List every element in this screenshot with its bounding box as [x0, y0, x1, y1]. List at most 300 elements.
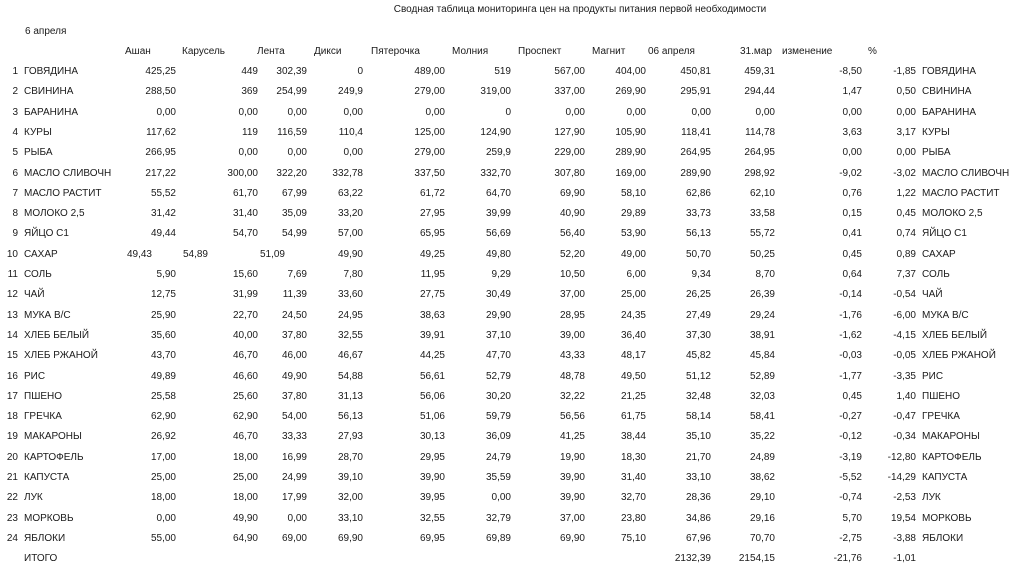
row-number: 24 [6, 532, 18, 544]
price-cell: 39,10 [337, 472, 363, 483]
price-cell: -3,02 [893, 167, 916, 179]
price-cell: 35,59 [485, 472, 511, 483]
price-cell: 55,00 [150, 532, 176, 544]
product-name: ГОВЯДИНА [24, 66, 79, 77]
price-cell: 6,00 [626, 269, 646, 280]
price-cell: 63,22 [337, 187, 363, 199]
price-cell: 48,78 [559, 370, 585, 382]
price-cell: 52,89 [749, 370, 775, 382]
price-cell: 0,00 [842, 147, 862, 159]
price-cell: 32,70 [620, 492, 646, 504]
product-name: СВИНИНА [24, 86, 74, 98]
price-cell: 32,79 [485, 512, 511, 524]
price-cell: 55,72 [749, 228, 775, 240]
price-cell: 54,70 [232, 228, 258, 240]
price-cell: 300,00 [227, 167, 258, 179]
price-cell: -0,54 [893, 289, 916, 301]
price-cell: 31,13 [337, 390, 363, 402]
price-cell: 48,17 [620, 350, 646, 362]
price-cell: -0,12 [839, 431, 862, 443]
price-cell: 519 [494, 66, 511, 77]
price-cell: 24,35 [620, 309, 646, 321]
price-cell: 32,55 [419, 512, 445, 524]
price-cell: 50,70 [685, 248, 711, 260]
row-number: 5 [12, 147, 18, 159]
product-name: МОРКОВЬ [24, 512, 74, 524]
price-cell: 0,15 [842, 208, 862, 220]
price-cell: 35,09 [281, 208, 307, 220]
row-number: 15 [6, 350, 18, 362]
price-cell: -1,85 [893, 66, 916, 77]
product-name: ЧАЙ [24, 289, 45, 301]
product-name: КАРТОФЕЛЬ [24, 451, 84, 463]
product-name-right: ХЛЕБ РЖАНОЙ [922, 350, 996, 362]
price-cell: 58,10 [620, 187, 646, 199]
price-cell: 21,25 [620, 390, 646, 402]
column-header: Проспект [518, 46, 562, 57]
product-name: ХЛЕБ БЕЛЫЙ [24, 329, 90, 341]
price-cell: -1,77 [839, 370, 862, 382]
row-number: 23 [6, 512, 18, 524]
price-cell: 69,90 [559, 187, 585, 199]
price-cell: 229,00 [554, 147, 585, 159]
price-cell: 116,59 [277, 126, 307, 138]
price-cell: 459,31 [744, 66, 775, 77]
price-cell: 32,00 [337, 492, 363, 504]
price-cell: 254,99 [276, 86, 307, 98]
price-cell: 38,62 [749, 472, 775, 483]
price-cell: 249,9 [337, 86, 363, 98]
product-name: ГРЕЧКА [24, 411, 62, 423]
total-row [0, 553, 1023, 573]
price-cell: 264,95 [680, 147, 711, 159]
price-cell: 57,00 [337, 228, 363, 240]
price-cell: 50,25 [749, 248, 775, 260]
price-cell: 279,00 [414, 147, 445, 159]
price-cell: 32,48 [685, 390, 711, 402]
price-cell: 31,40 [232, 208, 258, 220]
product-name-right: КАРТОФЕЛЬ [922, 451, 982, 463]
price-cell: 62,90 [150, 411, 176, 423]
price-cell: 1,47 [842, 86, 862, 98]
price-cell: 62,86 [685, 187, 711, 199]
price-cell: 288,50 [145, 86, 176, 98]
price-cell: 58,41 [749, 411, 775, 423]
table-row [0, 492, 1023, 512]
price-cell: 0,74 [896, 228, 916, 240]
price-cell: 26,92 [150, 431, 176, 443]
product-name: ЛУК [24, 492, 43, 504]
price-cell: 8,70 [755, 269, 775, 280]
price-cell: 19,54 [890, 512, 916, 524]
price-cell: 37,80 [281, 390, 307, 402]
price-cell: 0,00 [425, 106, 445, 118]
table-row [0, 431, 1023, 451]
price-cell: -0,34 [893, 431, 916, 443]
price-cell: -0,74 [839, 492, 862, 504]
table-row [0, 107, 1023, 127]
price-cell: 18,00 [232, 492, 258, 504]
row-number: 11 [7, 269, 18, 280]
product-name-right: СВИНИНА [922, 86, 972, 98]
price-cell: -0,47 [893, 411, 916, 423]
product-name-right: МОРКОВЬ [922, 512, 972, 524]
price-cell: 289,90 [680, 167, 711, 179]
row-number: 3 [12, 106, 18, 118]
table-row [0, 310, 1023, 330]
price-cell: 266,95 [145, 147, 176, 159]
price-cell: 15,60 [232, 269, 258, 280]
table-row [0, 411, 1023, 431]
price-cell: 25,60 [232, 390, 258, 402]
product-name-right: РЫБА [922, 147, 951, 159]
column-header: 06 апреля [648, 46, 695, 57]
price-cell: 33,58 [749, 208, 775, 220]
price-cell: 307,80 [554, 167, 585, 179]
price-cell: 1,40 [896, 390, 916, 402]
price-cell: 0,50 [896, 86, 916, 98]
row-number: 7 [12, 187, 18, 199]
price-cell: 0,00 [343, 147, 363, 159]
price-cell: 489,00 [414, 66, 445, 77]
price-cell: 25,90 [150, 309, 176, 321]
price-cell: 31,99 [232, 289, 258, 301]
price-cell: 22,70 [232, 309, 258, 321]
price-cell: 70,70 [749, 532, 775, 544]
price-cell: 33,33 [281, 431, 307, 443]
price-cell: 32,55 [337, 329, 363, 341]
price-cell: 0,00 [755, 106, 775, 118]
product-name-right: САХАР [922, 248, 956, 260]
price-cell: 29,95 [419, 451, 445, 463]
table-row [0, 249, 1023, 269]
price-cell: 33,73 [685, 208, 711, 220]
price-cell: 28,70 [337, 451, 363, 463]
column-header: Дикси [314, 46, 342, 57]
price-cell: 0 [505, 106, 511, 118]
price-cell: 64,70 [485, 187, 511, 199]
price-cell: 52,20 [559, 248, 585, 260]
price-cell: 38,91 [749, 329, 775, 341]
table-row [0, 127, 1023, 147]
price-cell: -1,76 [839, 309, 862, 321]
product-name: ЯЙЦО С1 [24, 228, 69, 240]
table-row [0, 472, 1023, 492]
total-change: -21,76 [833, 553, 862, 565]
price-cell: 39,00 [559, 329, 585, 341]
price-cell: 127,90 [554, 126, 585, 138]
price-cell: 27,75 [419, 289, 445, 301]
price-cell: 18,30 [620, 451, 646, 463]
price-cell: 54,89 [182, 248, 208, 260]
price-cell: 37,00 [559, 289, 585, 301]
price-cell: 51,09 [259, 248, 285, 260]
product-name-right: РИС [922, 370, 944, 382]
price-cell: 16,99 [281, 451, 307, 463]
price-cell: 38,44 [620, 431, 646, 443]
price-cell: -3,35 [893, 370, 916, 382]
table-row [0, 269, 1023, 289]
price-cell: 49,80 [485, 248, 511, 260]
row-number: 18 [6, 411, 18, 423]
price-cell: 0,00 [156, 106, 176, 118]
price-cell: 119 [242, 126, 258, 138]
product-name: МУКА В/С [24, 309, 71, 321]
price-cell: 0,00 [343, 106, 363, 118]
price-cell: 0,00 [287, 147, 307, 159]
price-cell: 56,06 [419, 390, 445, 402]
column-header: Пятерочка [371, 46, 420, 57]
price-cell: 54,88 [337, 370, 363, 382]
price-cell: 295,91 [680, 86, 711, 98]
product-name: ХЛЕБ РЖАНОЙ [24, 350, 98, 362]
row-number: 19 [6, 431, 18, 443]
price-cell: 0,00 [491, 492, 511, 504]
product-name: КАПУСТА [24, 472, 70, 483]
row-number: 22 [6, 492, 18, 504]
price-cell: 29,89 [620, 208, 646, 220]
price-cell: 17,99 [281, 492, 307, 504]
row-number: 9 [12, 228, 18, 240]
price-cell: 39,99 [485, 208, 511, 220]
row-number: 1 [12, 66, 18, 77]
price-cell: 264,95 [744, 147, 775, 159]
product-name-right: МАСЛО СЛИВОЧН [922, 167, 1010, 179]
price-cell: 46,00 [281, 350, 307, 362]
total-label: ИТОГО [24, 553, 58, 565]
price-cell: -0,14 [839, 289, 862, 301]
price-cell: 26,39 [749, 289, 775, 301]
price-cell: 404,00 [615, 66, 646, 77]
price-cell: -9,02 [839, 167, 862, 179]
price-cell: 52,79 [485, 370, 511, 382]
price-cell: 24,79 [485, 451, 511, 463]
table-row [0, 330, 1023, 350]
price-cell: 31,40 [620, 472, 646, 483]
price-cell: 105,90 [615, 126, 646, 138]
price-cell: 34,86 [685, 512, 711, 524]
price-cell: 110,4 [338, 126, 363, 138]
product-name: РИС [24, 370, 46, 382]
product-name: КУРЫ [24, 126, 52, 138]
table-row [0, 513, 1023, 533]
price-cell: 12,75 [150, 289, 176, 301]
price-cell: 279,00 [414, 86, 445, 98]
price-cell: 67,99 [281, 187, 307, 199]
price-cell: 9,29 [491, 269, 511, 280]
product-name: МАСЛО РАСТИТ [24, 187, 102, 199]
price-cell: 30,13 [419, 431, 445, 443]
price-cell: 35,22 [749, 431, 775, 443]
price-cell: 0,00 [626, 106, 646, 118]
price-cell: -8,50 [839, 66, 862, 77]
price-cell: 11,39 [282, 289, 307, 301]
price-cell: -2,75 [839, 532, 862, 544]
price-cell: 24,50 [281, 309, 307, 321]
price-cell: 39,95 [419, 492, 445, 504]
price-cell: 36,09 [485, 431, 511, 443]
price-cell: 25,00 [620, 289, 646, 301]
price-cell: 18,00 [150, 492, 176, 504]
price-cell: 294,44 [744, 86, 775, 98]
product-name-right: МУКА В/С [922, 309, 969, 321]
price-cell: 49,44 [150, 228, 176, 240]
row-number: 16 [6, 370, 18, 382]
table-row [0, 452, 1023, 472]
price-cell: 61,70 [232, 187, 258, 199]
price-cell: 30,49 [485, 289, 511, 301]
price-cell: 43,70 [150, 350, 176, 362]
product-name: МАСЛО СЛИВОЧН [24, 167, 112, 179]
product-name-right: ЯБЛОКИ [922, 532, 964, 544]
price-cell: 0,00 [565, 106, 585, 118]
table-row [0, 66, 1023, 86]
price-cell: -12,80 [887, 451, 916, 463]
price-cell: 369 [241, 86, 258, 98]
price-cell: 38,63 [419, 309, 445, 321]
price-cell: 44,25 [419, 350, 445, 362]
price-cell: 32,22 [559, 390, 585, 402]
price-cell: 56,40 [559, 228, 585, 240]
price-cell: 0,76 [842, 187, 862, 199]
price-cell: 24,99 [281, 472, 307, 483]
price-cell: 114,78 [745, 126, 775, 138]
price-cell: 69,90 [337, 532, 363, 544]
price-cell: 61,72 [419, 187, 445, 199]
price-cell: 0,45 [842, 390, 862, 402]
price-cell: 35,60 [150, 329, 176, 341]
price-cell: 29,24 [749, 309, 775, 321]
product-name: ЯБЛОКИ [24, 532, 66, 544]
table-row [0, 147, 1023, 167]
price-cell: 33,60 [337, 289, 363, 301]
price-cell: 5,70 [842, 512, 862, 524]
product-name: БАРАНИНА [24, 106, 78, 118]
price-cell: 0,00 [238, 147, 258, 159]
product-name: МОЛОКО 2,5 [24, 208, 85, 220]
price-cell: 49,50 [620, 370, 646, 382]
price-cell: 337,50 [414, 167, 445, 179]
price-cell: -0,05 [893, 350, 916, 362]
price-cell: 319,00 [480, 86, 511, 98]
price-cell: 21,70 [685, 451, 711, 463]
price-cell: 0,00 [156, 512, 176, 524]
price-cell: 56,69 [485, 228, 511, 240]
price-cell: 17,00 [150, 451, 176, 463]
row-number: 4 [12, 126, 18, 138]
price-cell: 69,90 [559, 532, 585, 544]
price-cell: 7,69 [287, 269, 307, 280]
price-cell: 25,00 [232, 472, 258, 483]
price-cell: 56,61 [419, 370, 445, 382]
product-name-right: КАПУСТА [922, 472, 968, 483]
price-cell: 54,00 [281, 411, 307, 423]
table-row [0, 168, 1023, 188]
column-header: Магнит [592, 46, 626, 57]
table-row [0, 86, 1023, 106]
price-cell: 51,06 [419, 411, 445, 423]
price-cell: 298,92 [744, 167, 775, 179]
product-name: РЫБА [24, 147, 53, 159]
price-cell: 25,58 [150, 390, 176, 402]
date-label: 6 апреля [25, 26, 67, 37]
price-cell: 35,10 [685, 431, 711, 443]
price-cell: 0,00 [842, 106, 862, 118]
price-cell: 124,90 [480, 126, 511, 138]
price-cell: 24,95 [337, 309, 363, 321]
page-title: Сводная таблица мониторинга цен на продукты питания первой необходимости [393, 4, 767, 15]
table-row [0, 533, 1023, 553]
price-cell: -14,29 [887, 472, 916, 483]
product-name-right: ЯЙЦО С1 [922, 228, 967, 240]
price-cell: 322,20 [276, 167, 307, 179]
row-number: 13 [6, 309, 18, 321]
price-cell: 0,89 [896, 248, 916, 260]
price-cell: 269,90 [615, 86, 646, 98]
price-cell: 0,00 [896, 147, 916, 159]
row-number: 12 [6, 289, 18, 301]
product-name-right: БАРАНИНА [922, 106, 976, 118]
price-cell: 39,91 [419, 329, 445, 341]
column-header: изменение [782, 46, 833, 57]
price-cell: 49,90 [281, 370, 307, 382]
table-row [0, 208, 1023, 228]
price-cell: -2,53 [893, 492, 916, 504]
row-number: 10 [6, 248, 18, 260]
price-cell: 332,70 [480, 167, 511, 179]
price-cell: 69,95 [419, 532, 445, 544]
price-cell: 39,90 [559, 472, 585, 483]
price-cell: 217,22 [145, 167, 176, 179]
price-cell: 11,95 [420, 269, 445, 280]
price-cell: 64,90 [232, 532, 258, 544]
price-cell: 55,52 [150, 187, 176, 199]
price-cell: 18,00 [232, 451, 258, 463]
price-cell: 118,41 [681, 126, 711, 138]
product-name: ПШЕНО [24, 390, 63, 402]
price-cell: -3,88 [893, 532, 916, 544]
product-name-right: ХЛЕБ БЕЛЫЙ [922, 329, 988, 341]
price-cell: 3,63 [842, 126, 862, 138]
table-row [0, 188, 1023, 208]
price-cell: 51,12 [685, 370, 711, 382]
price-cell: 46,70 [232, 431, 258, 443]
price-cell: 36,40 [620, 329, 646, 341]
price-cell: 37,80 [281, 329, 307, 341]
price-cell: 67,96 [685, 532, 711, 544]
price-cell: 29,16 [749, 512, 775, 524]
price-cell: 450,81 [680, 66, 711, 77]
price-cell: 56,13 [685, 228, 711, 240]
price-cell: -1,62 [839, 329, 862, 341]
row-number: 17 [6, 390, 18, 402]
price-cell: 0,64 [842, 269, 862, 280]
price-cell: 49,00 [620, 248, 646, 260]
price-cell: 62,90 [232, 411, 258, 423]
product-name-right: ЛУК [922, 492, 941, 504]
row-number: 14 [6, 329, 18, 341]
price-cell: 0,00 [287, 106, 307, 118]
price-cell: 125,00 [414, 126, 445, 138]
price-cell: 0,45 [842, 248, 862, 260]
product-name-right: СОЛЬ [922, 269, 950, 280]
price-cell: 41,25 [559, 431, 585, 443]
price-cell: 10,50 [559, 269, 585, 280]
price-cell: -6,00 [893, 309, 916, 321]
row-number: 21 [6, 472, 18, 483]
price-cell: 46,60 [232, 370, 258, 382]
column-header: Молния [452, 46, 489, 57]
